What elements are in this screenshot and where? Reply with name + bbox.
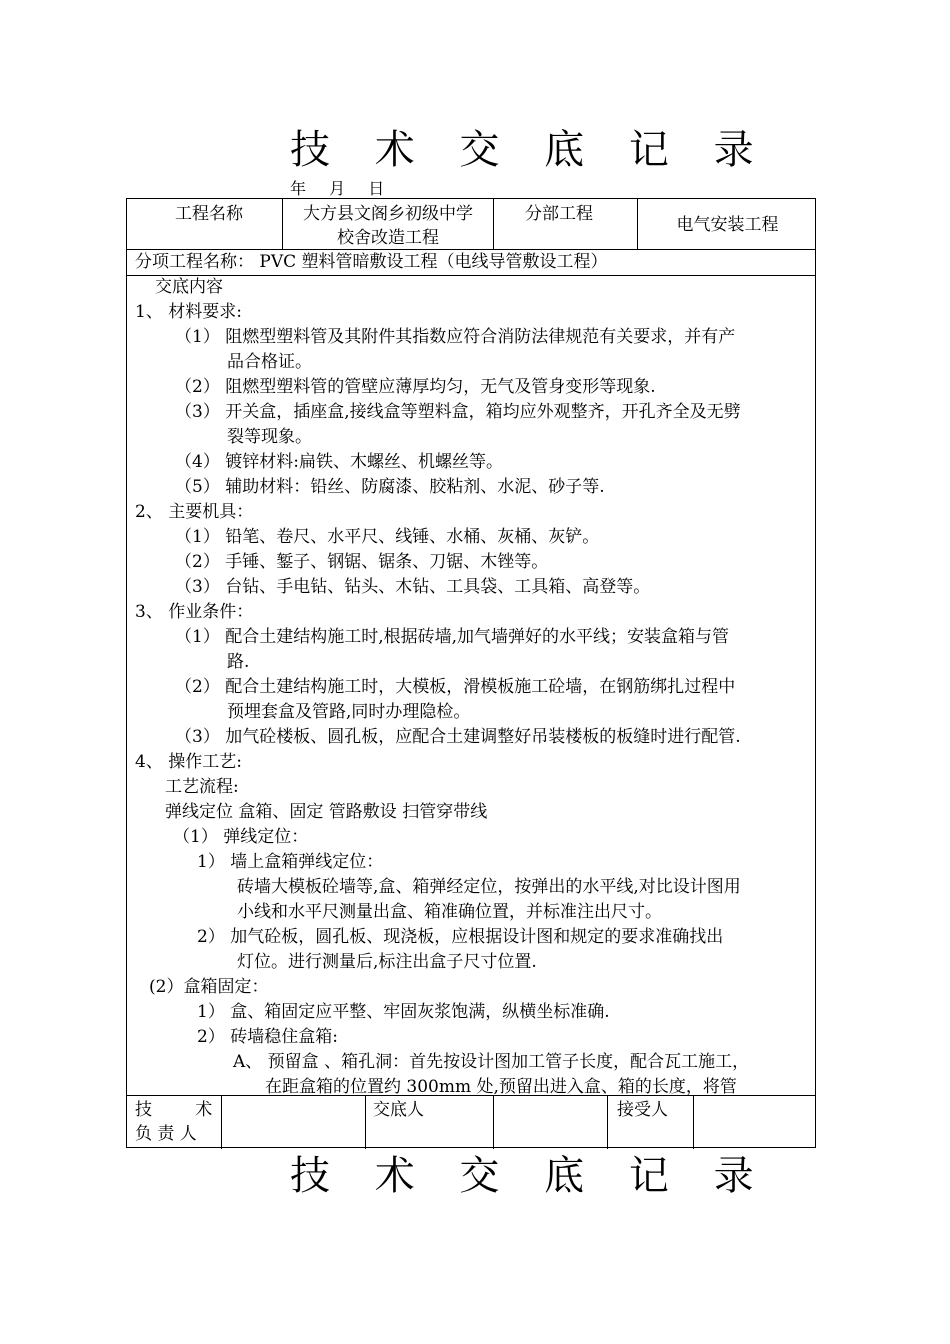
list-item: （2） 手锤、錾子、钢锯、锯条、刀锯、木锉等。: [175, 552, 549, 572]
document-title: 技 术 交 底 记 录: [290, 127, 770, 173]
divider: [607, 1095, 608, 1149]
list-item: 1） 墙上盒箱弹线定位：: [197, 852, 384, 872]
project-name-value-line2: 校舍改造工程: [337, 228, 439, 248]
step-heading: (2）盒箱固定：: [149, 977, 269, 997]
list-item-continued: 灯位。进行测量后,标注出盒子尺寸位置.: [237, 952, 537, 972]
date-month: 月: [329, 179, 346, 198]
date-day: 日: [368, 179, 385, 198]
section-process: 4、 操作工艺:: [135, 752, 242, 772]
document-title-repeat: 技 术 交 底 记 录: [290, 1153, 770, 1199]
list-item: （1） 配合土建结构施工时,根据砖墙,加气墙弹好的水平线；安装盒箱与管: [175, 627, 730, 647]
list-item-continued: 小线和水平尺测量出盒、箱准确位置，并标准注出尺寸。: [237, 902, 662, 922]
list-item-continued: 砖墙大模板砼墙等,盒、箱弹经定位，按弹出的水平线,对比设计图用: [237, 877, 741, 897]
project-name-label: 工程名称: [175, 204, 243, 224]
list-item-continued: 裂等现象。: [227, 427, 312, 447]
list-item-continued: 预埋套盒及管路,同时办理隐检。: [227, 702, 471, 722]
step-heading: （1） 弹线定位：: [173, 827, 309, 847]
list-item: （1） 铅笔、卷尺、水平尺、线锤、水桶、灰桶、灰铲。: [175, 527, 600, 547]
list-item-continued: 在距盒箱的位置约 300mm 处,预留出进入盒、箱的长度，将管: [265, 1077, 737, 1097]
record-table: [126, 198, 816, 1148]
handover-person-label: 交底人: [373, 1100, 424, 1120]
list-item: （1） 阻燃型塑料管及其附件其指数应符合消防法律规范有关要求，并有产: [175, 327, 736, 347]
list-item: （3） 开关盒，插座盒,接线盒等塑料盒，箱均应外观整齐，开孔齐全及无劈: [175, 402, 741, 422]
list-item: （4） 镀锌材料:扁铁、木螺丝、机螺丝等。: [175, 452, 503, 472]
division-value: 电气安装工程: [676, 215, 779, 235]
tech-lead-label-line2: 负 责 人: [135, 1124, 197, 1144]
content-heading: 交底内容: [155, 277, 223, 297]
list-item: （3） 加气砼楼板、圆孔板，应配合土建调整好吊装楼板的板缝时进行配管.: [175, 727, 741, 747]
date-line: [290, 176, 402, 199]
list-item: （2） 配合土建结构施工时，大模板，滑模板施工砼墙，在钢筋绑扎过程中: [175, 677, 736, 697]
divider: [693, 1095, 694, 1149]
disclosure-content: [135, 275, 811, 1100]
receiver-label: 接受人: [617, 1100, 668, 1120]
section-tools: 2、 主要机具：: [135, 502, 254, 522]
list-item: A、 预留盒 、箱孔洞：首先按设计图加工管子长度，配合瓦工施工，: [233, 1052, 750, 1072]
flow-label: 工艺流程:: [165, 777, 239, 797]
list-item: 1） 盒、箱固定应平整、牢固灰浆饱满，纵横坐标准确.: [197, 1002, 610, 1022]
list-item: （2） 阻燃型塑料管的管壁应薄厚均匀，无气及管身变形等现象.: [175, 377, 656, 397]
divider: [493, 1095, 494, 1149]
section-conditions: 3、 作业条件：: [135, 602, 254, 622]
list-item: （5） 辅助材料：铅丝、防腐漆、胶粘剂、水泥、砂子等.: [175, 477, 605, 497]
list-item: 2） 加气砼板，圆孔板、现浇板，应根据设计图和规定的要求准确找出: [197, 927, 724, 947]
list-item-continued: 品合格证。: [227, 352, 312, 372]
divider: [365, 1095, 366, 1149]
section-materials: 1、 材料要求:: [135, 302, 242, 322]
divider: [493, 199, 494, 249]
list-item: 2） 砖墙稳住盒箱:: [197, 1027, 338, 1047]
project-name-value-line1: 大方县文阁乡初级中学: [303, 204, 473, 224]
subitem-name: 分项工程名称： PVC 塑料管暗敷设工程（电线导管敷设工程）: [135, 252, 608, 272]
date-year: 年: [290, 179, 307, 198]
list-item-continued: 路.: [227, 652, 250, 672]
list-item: （3） 台钻、手电钻、钻头、木钻、工具袋、工具箱、高登等。: [175, 577, 651, 597]
process-flow: 弹线定位 盒箱、固定 管路敷设 扫管穿带线: [165, 802, 488, 822]
division-label: 分部工程: [525, 204, 593, 224]
divider: [221, 1095, 222, 1149]
tech-lead-label-line1: 技 术: [135, 1100, 213, 1120]
